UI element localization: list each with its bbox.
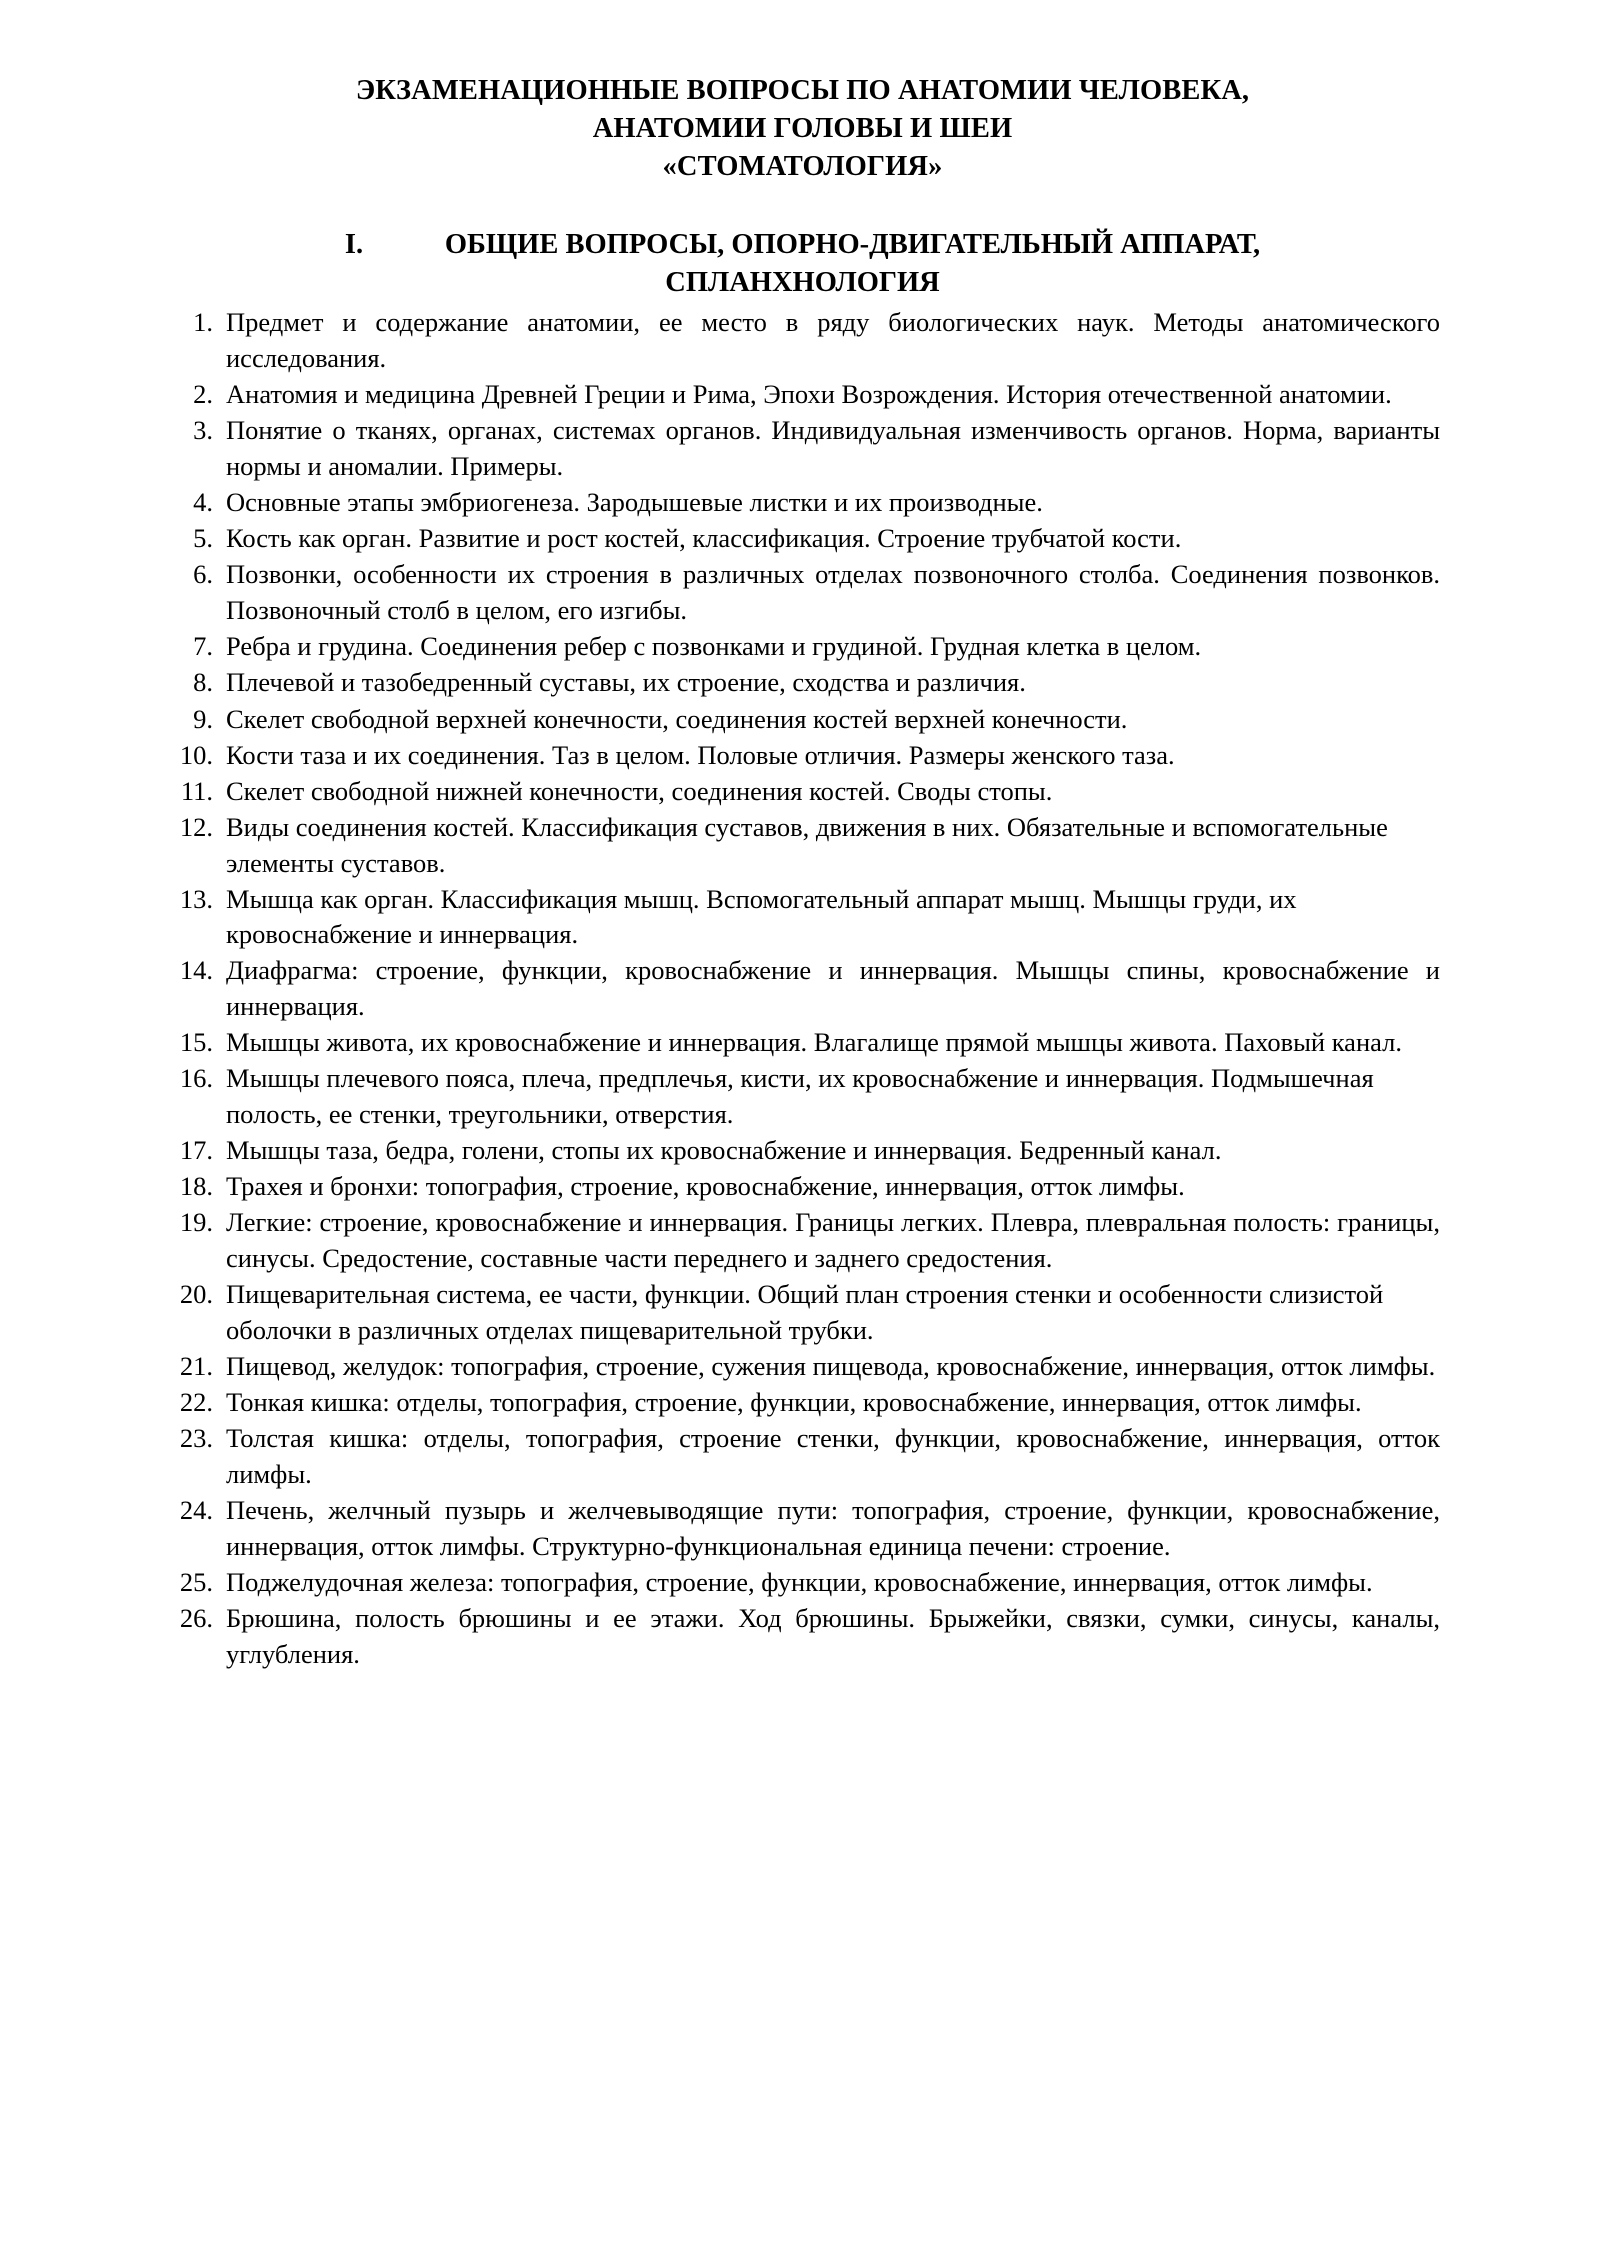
question-number [165,521,213,557]
question-text: Тонкая кишка: отделы, топография, строение, функции, кровоснабжение, иннервация, отток лимфы. [226,1387,1362,1418]
question-number [165,1205,213,1241]
question-item [165,1025,1440,1061]
question-item [165,953,1440,1024]
question-text: Поджелудочная железа: топография, строение, функции, кровоснабжение, иннервация, отток лимфы. [226,1566,1373,1597]
section-roman-numeral: I. [344,228,364,260]
question-number [165,1277,213,1313]
question-item [165,485,1440,521]
question-item [165,1169,1440,1205]
question-number [165,1169,213,1205]
question-item [165,1385,1440,1421]
question-number [165,1025,213,1061]
question-number [165,810,213,846]
question-text: Трахея и бронхи: топография, строение, кровоснабжение, иннервация, отток лимфы. [226,1171,1185,1202]
question-number [165,702,213,738]
question-number [165,1061,213,1097]
question-text: Пищеварительная система, ее части, функции. Общий план строения стенки и особенности слизистой оболочки в различных отделах пищеварительной трубки. [226,1279,1384,1345]
question-text: Предмет и содержание анатомии, ее место в ряду биологических наук. Методы анатомического исследования. [226,307,1440,374]
question-number [165,1601,213,1637]
question-number [165,665,213,701]
document-content [165,72,1440,1673]
question-text: Понятие о тканях, органах, системах органов. Индивидуальная изменчивость органов. Норма, варианты нормы и аномалии. Примеры. [226,415,1440,482]
question-number [165,629,213,665]
question-item [165,1061,1440,1132]
question-text: Печень, желчный пузырь и желчевыводящие пути: топография, строение, функции, кровоснабжение, иннервация, отток лимфы. Структурно-функциональная единица печени: строение. [226,1495,1440,1561]
question-item [165,1133,1440,1169]
document-title [165,72,1440,186]
question-text: Плечевой и тазобедренный суставы, их строение, сходства и различия. [226,667,1026,698]
question-item [165,629,1440,665]
question-item [165,738,1440,774]
question-item [165,702,1440,738]
question-item [165,810,1440,881]
question-number [165,1385,213,1421]
question-number [165,1421,213,1457]
question-item [165,1205,1440,1276]
question-item [165,1601,1440,1672]
question-text: Диафрагма: строение, функции, кровоснабжение и иннервация. Мышцы спины, кровоснабжение и иннервация. [226,955,1440,1022]
question-text: Скелет свободной нижней конечности, соединения костей. Своды стопы. [226,775,1053,806]
question-text: Мышцы таза, бедра, голени, стопы их кровоснабжение и иннервация. Бедренный канал. [226,1135,1222,1166]
question-text: Пищевод, желудок: топография, строение, сужения пищевода, кровоснабжение, иннервация, отток лимфы. [226,1351,1436,1382]
section-heading-line-2: СПЛАНХНОЛОГИЯ [665,266,940,298]
question-text: Ребра и грудина. Соединения ребер с позвонками и грудиной. Грудная клетка в целом. [226,631,1202,662]
question-number [165,1349,213,1385]
question-item [165,557,1440,628]
question-item [165,774,1440,810]
question-number [165,377,213,413]
question-text: Легкие: строение, кровоснабжение и иннервация. Границы легких. Плевра, плевральная полость: границы, синусы. Средостение, составные части переднего и заднего средостения. [226,1207,1440,1274]
document-title-line-3: «СТОМАТОЛОГИЯ» [662,150,943,182]
question-number [165,953,213,989]
section-heading-line-1: ОБЩИЕ ВОПРОСЫ, ОПОРНО-ДВИГАТЕЛЬНЫЙ АППАРАТ, [444,228,1261,260]
question-text: Позвонки, особенности их строения в различных отделах позвоночного столба. Соединения позвонков. Позвоночный столб в целом, его изгибы. [226,559,1440,626]
question-number [165,738,213,774]
question-number [165,557,213,593]
question-list [165,305,1440,1672]
question-text: Мышцы плечевого пояса, плеча, предплечья, кисти, их кровоснабжение и иннервация. Подмышечная полость, ее стенки, треугольники, отверстия. [226,1063,1374,1130]
question-number [165,305,213,341]
question-item [165,413,1440,484]
question-text: Виды соединения костей. Классификация суставов, движения в них. Обязательные и вспомогательные элементы суставов. [226,811,1388,878]
question-number [165,485,213,521]
document-title-line-1: ЭКЗАМЕНАЦИОННЫЕ ВОПРОСЫ ПО АНАТОМИИ ЧЕЛОВЕКА, [355,75,1250,106]
question-number [165,1133,213,1169]
question-item [165,1277,1440,1348]
question-item [165,1421,1440,1492]
question-number [165,1493,213,1529]
question-text: Брюшина, полость брюшины и ее этажи. Ход брюшины. Брыжейки, связки, сумки, синусы, каналы, углубления. [226,1603,1440,1669]
question-text: Кость как орган. Развитие и рост костей, классификация. Строение трубчатой кости. [226,523,1182,554]
question-text: Толстая кишка: отделы, топография, строение стенки, функции, кровоснабжение, иннервация, отток лимфы. [226,1423,1440,1489]
question-number [165,882,213,918]
question-item [165,1493,1440,1564]
question-text: Мышцы живота, их кровоснабжение и иннервация. Влагалище прямой мышцы живота. Паховый канал. [226,1027,1402,1058]
question-item [165,1565,1440,1601]
question-text: Основные этапы эмбриогенеза. Зародышевые листки и их производные. [226,487,1043,518]
question-number [165,413,213,449]
question-text: Мышца как орган. Классификация мышц. Вспомогательный аппарат мышц. Мышцы груди, их кровоснабжение и иннервация. [226,883,1297,950]
question-text: Анатомия и медицина Древней Греции и Рима, Эпохи Возрождения. История отечественной анатомии. [226,379,1392,410]
question-number [165,774,213,810]
question-number [165,1565,213,1601]
question-item [165,305,1440,376]
question-text: Скелет свободной верхней конечности, соединения костей верхней конечности. [226,703,1128,734]
document-title-line-2: АНАТОМИИ ГОЛОВЫ И ШЕИ [592,112,1013,144]
section-heading [165,226,1440,302]
question-item [165,665,1440,701]
question-text: Кости таза и их соединения. Таз в целом. Половые отличия. Размеры женского таза. [226,739,1175,770]
question-item [165,521,1440,557]
question-item [165,1349,1440,1385]
question-item [165,377,1440,413]
question-item [165,882,1440,953]
